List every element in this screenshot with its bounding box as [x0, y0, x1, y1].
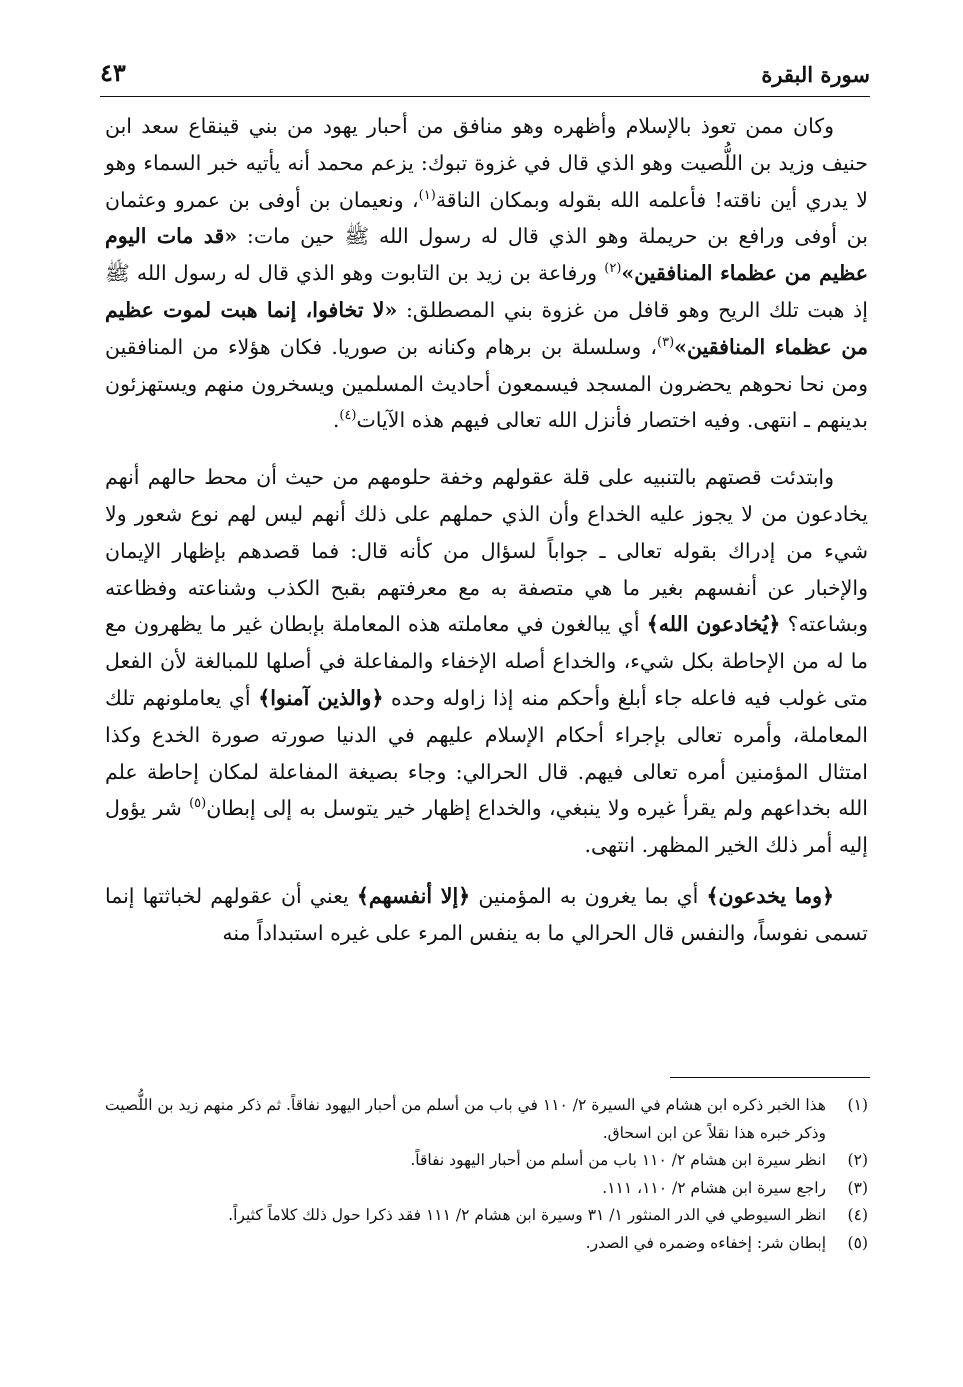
- footnote: [105, 1202, 868, 1230]
- footnote-ref: (١): [418, 187, 436, 203]
- footnote-ref: (٤): [339, 408, 357, 424]
- bold-quote: ﴿يُخادعون الله﴾: [646, 612, 781, 637]
- bold-quote: ﴿إلا أنفسهم﴾: [356, 883, 471, 908]
- text-run: يعني أن عقولهم لخباثتها إنما تسمى نفوساً، والنفس قال الحرالي ما به ينفس المرء على غيره استبداداً منه: [105, 883, 868, 945]
- bold-quote: «لا تخافوا، إنما هبت لموت عظيم من عظماء المنافقين»: [105, 297, 868, 359]
- paragraph: [105, 108, 868, 439]
- paragraph: [105, 878, 868, 952]
- footnote-text: انظر السيوطي في الدر المنثور ١/ ٣١ وسيرة ابن هشام ٢/ ١١١ فقد ذكرا حول ذلك كلاماً كثيراً.: [228, 1206, 826, 1224]
- text-run: .: [332, 408, 340, 433]
- footnote: [105, 1230, 868, 1258]
- footnote-text: إبطان شر: إخفاءه وضمره في الصدر.: [585, 1233, 826, 1252]
- main-text: [105, 108, 868, 952]
- footnote-number: (١): [847, 1096, 868, 1114]
- text-run: ورفاعة بن زيد بن التابوت وهو الذي قال له رسول الله ﷺ إذ هبت تلك الريح وهو قافل من غزوة بني المصطلق:: [105, 261, 868, 322]
- text-run: أي يعاملونهم تلك المعاملة، وأمره تعالى بإجراء أحكام الإسلام عليهم في الدنيا صورته صورة الخدع وكذا امتثال المؤمنين أمره تعالى فيهم. قال الحرالي: وجاء بصيغة المفاعلة لمكان إحاطة علم الله بخداعهم ولم يقرأ غيره ولا ينبغي، والخداع إظهار خير يتوسل به إلى إبطان: [105, 685, 868, 821]
- footnote-number: (٢): [847, 1151, 868, 1169]
- footnote-text: هذا الخبر ذكره ابن هشام في السيرة ٢/ ١١٠ في باب من أسلم من أحبار اليهود نفاقاً. ثم ذكر منهم زيد بن اللُّصيت وذكر خبره هذا نقلاً عن ابن اسحاق.: [105, 1096, 826, 1142]
- footnote-text: راجع سيرة ابن هشام ٢/ ١١٠، ١١١.: [602, 1178, 826, 1197]
- paragraph: [105, 459, 868, 864]
- text-run: أي يبالغون في معاملته هذه المعاملة بإبطان غير ما يظهرون مع ما له من الإحاطة بكل شيء، والخداع أصله الإخفاء والمفاعلة في أصلها للمبالغة لأن الفعل متى غولب فيه فاعله جاء أبلغ وأحكم منه إذا زاوله وحده: [105, 612, 868, 710]
- text-run: ، ونعيمان بن أوفى بن عمرو وعثمان بن أوفى ورافع بن حريملة وهو الذي قال له رسول الله ﷺ حين مات:: [105, 187, 868, 249]
- footnote-ref: (٣): [657, 334, 675, 350]
- text-run: وكان ممن تعوذ بالإسلام وأظهره وهو منافق من أحبار يهود من بني قينقاع سعد ابن حنيف وزيد بن اللُّصيت وهو الذي قال في غزوة تبوك: يزعم محمد أنه يأتيه خبر السماء وهو لا يدري أين ناقته! فأعلمه الله بقوله وبمكان الناقة: [105, 114, 868, 212]
- footnote-number: (٤): [847, 1206, 868, 1224]
- footnote-ref: (٥): [189, 796, 207, 812]
- footnote-text: انظر سيرة ابن هشام ٢/ ١١٠ باب من أسلم من أحبار اليهود نفاقاً.: [410, 1151, 826, 1169]
- header-rule: [100, 96, 870, 97]
- footnote-number: (٥): [847, 1233, 868, 1252]
- footnote: [105, 1147, 868, 1175]
- footnote-number: (٣): [847, 1178, 868, 1197]
- text-run: أي بما يغرون به المؤمنين: [470, 883, 707, 908]
- footnote-ref: (٢): [604, 261, 622, 277]
- footnote: [105, 1092, 868, 1147]
- text-run: وابتدئت قصتهم بالتنبيه على قلة عقولهم وخفة حلومهم من حيث أن محط حالهم أنهم يخادعون من لا يجوز عليه الخداع وأن الذي حملهم على ذلك أنهم ليس لهم نوع شعور ولا شيء من إدراك بقوله تعالى ـ جواباً لسؤال من كأنه قال: فما قصدهم بإظهار الإيمان والإخبار عن أنفسهم بغير ما هي متصفة به مع معرفتهم بقبح الكذب وشناعته وفظاعته وبشاعته؟: [105, 465, 868, 637]
- text-run: شر يؤول إليه أمر ذلك الخير المظهر. انتهى.: [105, 796, 868, 858]
- footnote-rule: [670, 1077, 870, 1078]
- bold-quote: ﴿وما يخدعون﴾: [706, 883, 834, 908]
- footnote: [105, 1175, 868, 1203]
- bold-quote: ﴿والذين آمنوا﴾: [258, 685, 384, 710]
- bold-quote: «قد مات اليوم عظيم من عظماء المنافقين»: [105, 224, 868, 286]
- footnotes: [105, 1092, 868, 1257]
- page-header: [100, 58, 870, 98]
- chapter-title: سورة البقرة: [761, 62, 870, 87]
- page-number: ٤٣: [100, 58, 126, 87]
- text-run: ، وسلسلة بن برهام وكنانه بن صوريا. فكان هؤلاء من المنافقين ومن نحا نحوهم يحضرون المسجد فيسمعون أحاديث المسلمين ويسخرون منهم ويستهزئون بدينهم ـ انتهى. وفيه اختصار فأنزل الله تعالى فيهم هذه الآيات: [105, 334, 868, 433]
